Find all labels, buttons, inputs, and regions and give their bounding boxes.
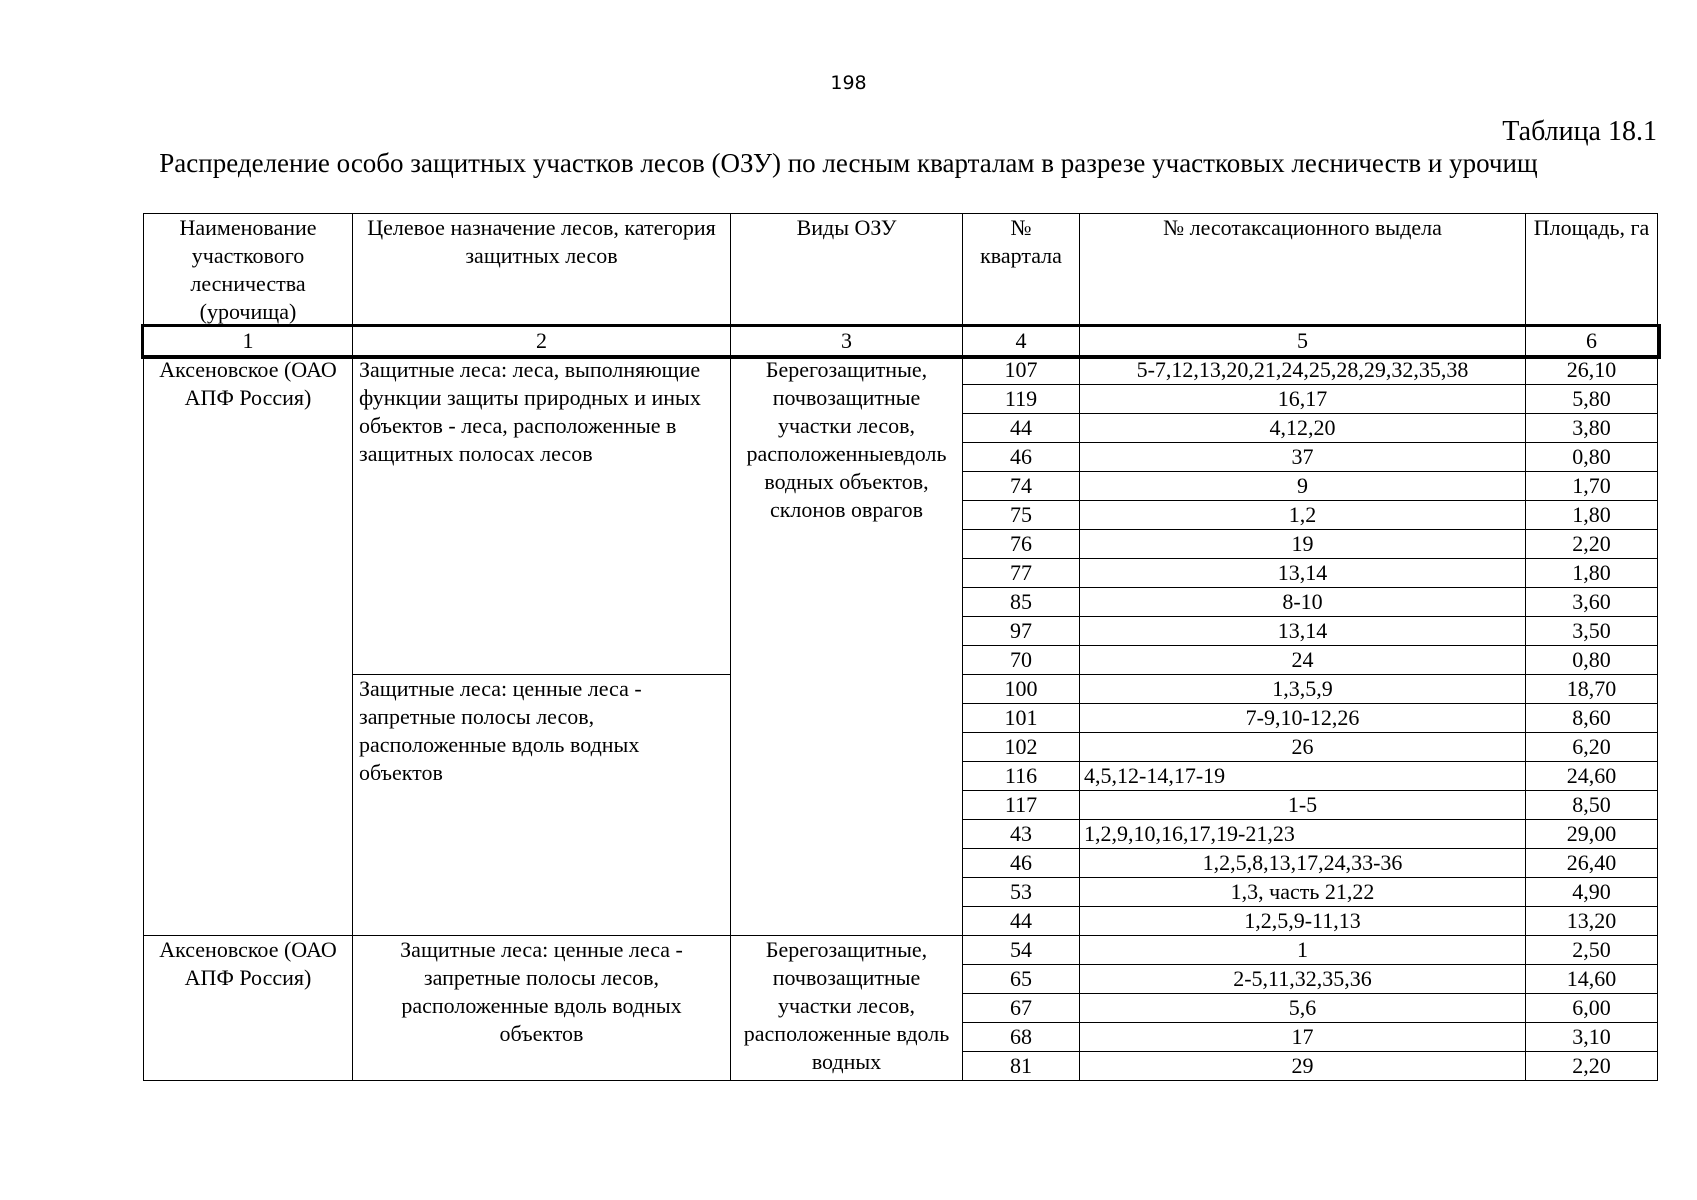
forest-purpose: Защитные леса: леса, выполняющие функции защиты природных и иных объектов - леса, расположенные в защитных полосах лесов (353, 356, 731, 675)
column-number: 1 (144, 327, 353, 356)
area-value: 1,70 (1526, 472, 1658, 501)
table-label: Таблица 18.1 (1502, 116, 1657, 147)
forest-purpose: Защитные леса: ценные леса - запретные полосы лесов, расположенные вдоль водных объектов (353, 936, 731, 1081)
area-value: 1,80 (1526, 501, 1658, 530)
column-number: 6 (1526, 327, 1658, 356)
area-value: 3,60 (1526, 588, 1658, 617)
allotment-numbers: 5-7,12,13,20,21,24,25,28,29,32,35,38 (1080, 356, 1526, 385)
quarter-number: 116 (963, 762, 1080, 791)
allotment-numbers: 7-9,10-12,26 (1080, 704, 1526, 733)
quarter-number: 44 (963, 414, 1080, 443)
area-value: 2,20 (1526, 1052, 1658, 1081)
quarter-number: 46 (963, 849, 1080, 878)
quarter-number: 74 (963, 472, 1080, 501)
forest-purpose: Защитные леса: ценные леса - запретные полосы лесов, расположенные вдоль водных объектов (353, 675, 731, 936)
quarter-number: 100 (963, 675, 1080, 704)
allotment-numbers: 1,2,5,9-11,13 (1080, 907, 1526, 936)
area-value: 1,80 (1526, 559, 1658, 588)
area-value: 2,20 (1526, 530, 1658, 559)
forestry-name: Аксеновское (ОАО АПФ Россия) (144, 936, 353, 1081)
area-value: 18,70 (1526, 675, 1658, 704)
allotment-numbers: 17 (1080, 1023, 1526, 1052)
quarter-number: 70 (963, 646, 1080, 675)
quarter-number: 68 (963, 1023, 1080, 1052)
quarter-number: 81 (963, 1052, 1080, 1081)
area-value: 3,50 (1526, 617, 1658, 646)
allotment-numbers: 1,2 (1080, 501, 1526, 530)
allotment-numbers: 4,5,12-14,17-19 (1080, 762, 1526, 791)
quarter-number: 75 (963, 501, 1080, 530)
area-value: 14,60 (1526, 965, 1658, 994)
table-row (144, 936, 1658, 965)
area-value: 8,50 (1526, 791, 1658, 820)
header-ozu-type: Виды ОЗУ (731, 214, 963, 327)
allotment-numbers: 1,3, часть 21,22 (1080, 878, 1526, 907)
quarter-number: 102 (963, 733, 1080, 762)
allotment-numbers: 37 (1080, 443, 1526, 472)
allotment-numbers: 1,2,9,10,16,17,19-21,23 (1080, 820, 1526, 849)
area-value: 5,80 (1526, 385, 1658, 414)
area-value: 4,90 (1526, 878, 1658, 907)
forestry-name: Аксеновское (ОАО АПФ Россия) (144, 356, 353, 936)
area-value: 29,00 (1526, 820, 1658, 849)
area-value: 3,10 (1526, 1023, 1658, 1052)
area-value: 0,80 (1526, 646, 1658, 675)
header-purpose: Целевое назначение лесов, категория защитных лесов (353, 214, 731, 327)
header-row (144, 214, 1658, 327)
area-value: 0,80 (1526, 443, 1658, 472)
header-area: Площадь, га (1526, 214, 1658, 327)
table-row (144, 356, 1658, 385)
allotment-numbers: 8-10 (1080, 588, 1526, 617)
quarter-number: 101 (963, 704, 1080, 733)
quarter-number: 53 (963, 878, 1080, 907)
allotment-numbers: 1 (1080, 936, 1526, 965)
area-value: 6,20 (1526, 733, 1658, 762)
page-number: 198 (830, 72, 867, 94)
allotment-numbers: 5,6 (1080, 994, 1526, 1023)
area-value: 13,20 (1526, 907, 1658, 936)
quarter-number: 67 (963, 994, 1080, 1023)
area-value: 26,10 (1526, 356, 1658, 385)
column-number: 5 (1080, 327, 1526, 356)
allotment-numbers: 9 (1080, 472, 1526, 501)
column-number-row (144, 327, 1658, 356)
table-title: Распределение особо защитных участков лесов (ОЗУ) по лесным кварталам в разрезе участковых лесничеств и урочищ (159, 148, 1538, 178)
quarter-number: 46 (963, 443, 1080, 472)
allotment-numbers: 16,17 (1080, 385, 1526, 414)
quarter-number: 65 (963, 965, 1080, 994)
area-value: 24,60 (1526, 762, 1658, 791)
allotment-numbers: 26 (1080, 733, 1526, 762)
column-number: 3 (731, 327, 963, 356)
quarter-number: 54 (963, 936, 1080, 965)
allotment-numbers: 24 (1080, 646, 1526, 675)
allotment-numbers: 29 (1080, 1052, 1526, 1081)
allotment-numbers: 4,12,20 (1080, 414, 1526, 443)
allotment-numbers: 2-5,11,32,35,36 (1080, 965, 1526, 994)
allotment-numbers: 13,14 (1080, 617, 1526, 646)
header-forestry: Наименование участкового лесничества (урочища) (144, 214, 353, 327)
area-value: 3,80 (1526, 414, 1658, 443)
allotment-numbers: 13,14 (1080, 559, 1526, 588)
quarter-number: 117 (963, 791, 1080, 820)
ozu-table (143, 213, 1658, 1081)
allotment-numbers: 19 (1080, 530, 1526, 559)
quarter-number: 85 (963, 588, 1080, 617)
allotment-numbers: 1-5 (1080, 791, 1526, 820)
header-allotment: № лесотаксационного выдела (1080, 214, 1526, 327)
quarter-number: 119 (963, 385, 1080, 414)
quarter-number: 97 (963, 617, 1080, 646)
allotment-numbers: 1,3,5,9 (1080, 675, 1526, 704)
quarter-number: 107 (963, 356, 1080, 385)
quarter-number: 77 (963, 559, 1080, 588)
area-value: 26,40 (1526, 849, 1658, 878)
area-value: 8,60 (1526, 704, 1658, 733)
quarter-number: 43 (963, 820, 1080, 849)
area-value: 2,50 (1526, 936, 1658, 965)
quarter-number: 76 (963, 530, 1080, 559)
column-number: 2 (353, 327, 731, 356)
column-number: 4 (963, 327, 1080, 356)
allotment-numbers: 1,2,5,8,13,17,24,33-36 (1080, 849, 1526, 878)
quarter-number: 44 (963, 907, 1080, 936)
area-value: 6,00 (1526, 994, 1658, 1023)
ozu-type: Берегозащитные, почвозащитные участки лесов, расположенныевдоль водных объектов, склонов оврагов (731, 356, 963, 936)
ozu-type: Берегозащитные, почвозащитные участки лесов, расположенные вдоль водных (731, 936, 963, 1081)
header-quarter: № квартала (963, 214, 1080, 327)
